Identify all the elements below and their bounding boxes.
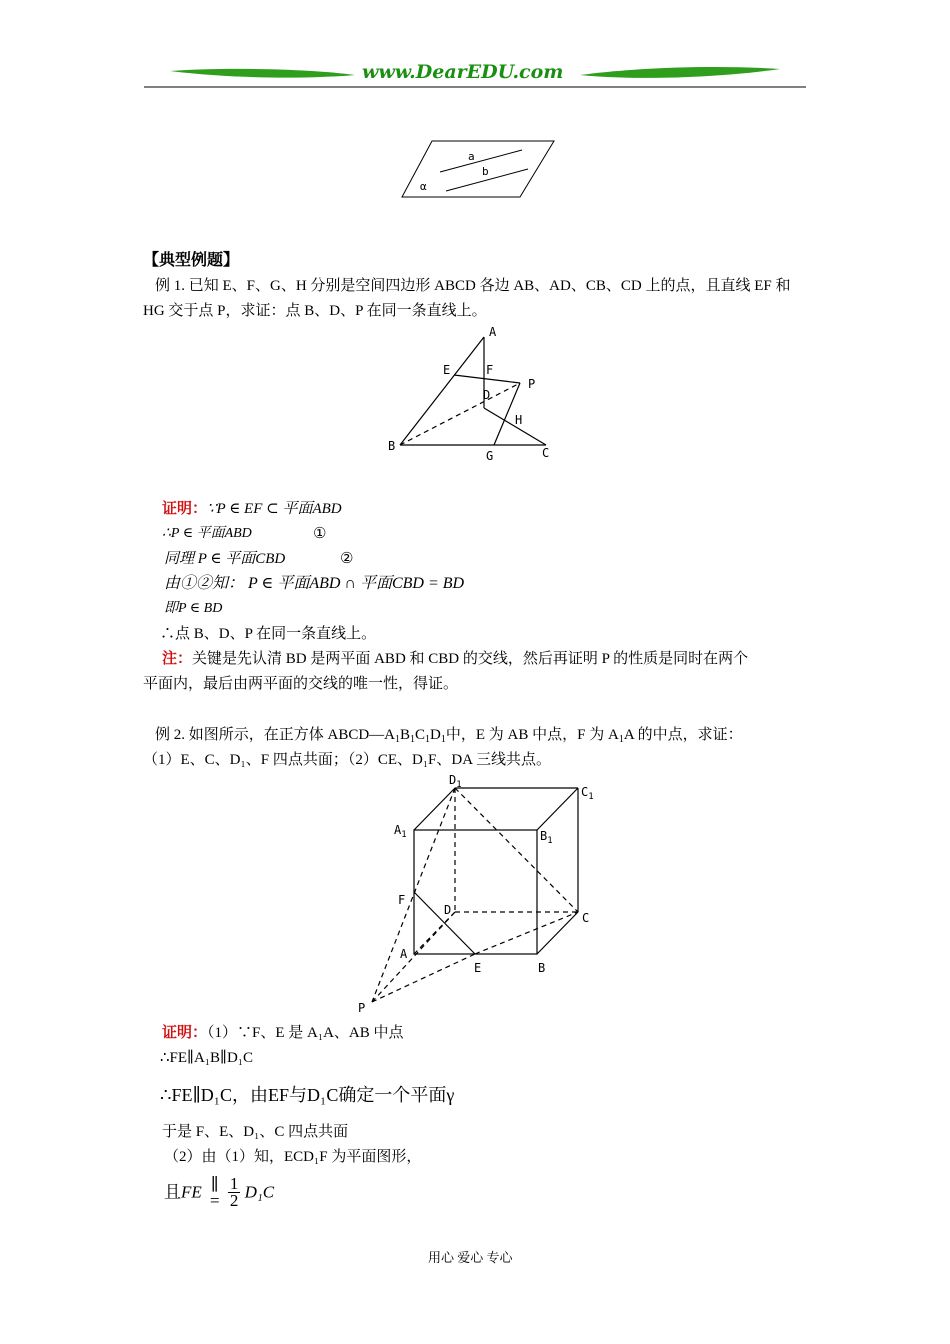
proof1-step5: 即P ∈ BD — [164, 601, 223, 616]
cube-figure — [350, 768, 610, 1018]
label-A: A — [400, 947, 408, 961]
example1-line1: 例 1. 已知 E、F、G、H 分别是空间四边形 ABCD 各边 AB、AD、CB、CD 上的点，且直线 EF 和 — [155, 278, 791, 294]
proof1-step4: 由①②知： P ∈ 平面ABD ∩ 平面CBD = BD — [164, 575, 465, 592]
label-E: E — [443, 363, 451, 377]
label-B: B — [388, 439, 396, 453]
example2-line2: （1）E、C、D₁、F 四点共面；（2）CE、D₁F、DA 三线共点。 — [143, 752, 551, 768]
proof1-step3: 同理 P ∈ 平面CBD — [164, 551, 286, 567]
header-banner — [140, 55, 810, 95]
label-H: H — [515, 413, 523, 427]
label-G: G — [486, 449, 494, 463]
section-title: 【典型例题】 — [143, 252, 240, 269]
label-E: E — [474, 961, 482, 975]
note1-line2: 平面内，最后由两平面的交线的唯一性，得证。 — [143, 676, 459, 692]
note-text1: 关键是先认清 BD 是两平面 ABD 和 CBD 的交线，然后再证明 P 的性质是同时在两个 — [192, 651, 749, 667]
label-D1: $D_1$ — [449, 773, 462, 790]
proof1-mark1: ① — [313, 526, 327, 542]
label-F: F — [398, 893, 406, 907]
label-P: P — [528, 377, 536, 391]
proof2-step1: （1）∵F、E 是 A₁A、AB 中点 — [207, 1025, 404, 1041]
example1-line2: HG 交于点 P，求证：点 B、D、P 在同一条直线上。 — [143, 303, 487, 319]
quadrilateral-figure — [380, 322, 580, 467]
proof1-line1 — [162, 499, 342, 519]
fraction-half: $\frac{1}{2}$ — [229, 1174, 239, 1210]
proof2-line1 — [162, 1023, 404, 1043]
label-alpha: α — [420, 180, 427, 193]
label-B1: $B_1$ — [540, 829, 553, 846]
label-C: C — [542, 446, 550, 460]
line-a — [440, 150, 522, 172]
proof1-conclusion: ∴点 B、D、P 在同一条直线上。 — [160, 626, 377, 642]
proof2-step3: ∴FE∥D₁C，由EF与D₁C确定一个平面γ — [160, 1085, 455, 1105]
note1-line1 — [162, 649, 748, 669]
label-D: D — [444, 903, 452, 917]
label-P: P — [358, 1001, 366, 1015]
plane-figure — [400, 138, 560, 200]
label-b: b — [482, 165, 489, 178]
proof1-mark2: ② — [340, 551, 354, 567]
label-C1: $C_1$ — [581, 785, 594, 802]
note-label: 注： — [162, 651, 193, 667]
proof2-step2: ∴FE∥A₁B∥D₁C — [160, 1050, 254, 1066]
proof2-step4: 于是 F、E、D₁、C 四点共面 — [162, 1124, 349, 1140]
label-a: a — [468, 150, 475, 163]
label-A1: $A_1$ — [394, 823, 407, 840]
label-A: A — [489, 325, 497, 339]
proof2-step6: 且FE ∥ = $\frac{1}{2}$ D₁C — [164, 1174, 275, 1210]
label-C: C — [582, 911, 590, 925]
label-B: B — [538, 961, 546, 975]
footer-motto: 用心 爱心 专心 — [428, 1250, 513, 1265]
label-F: F — [486, 363, 494, 377]
example2-line1: 例 2. 如图所示，在正方体 $ABCD—A_1B_1C_1D_1$中，E 为 AB 中点，F 为 $A_1A$ 的中点，求证： — [155, 727, 743, 745]
proof1-label: 证明： — [162, 501, 208, 517]
label-D: D — [483, 388, 491, 402]
proof1-step2: ∴P ∈ 平面ABD — [162, 526, 252, 541]
proof2-step5: （2）由（1）知，ECD₁F 为平面图形， — [164, 1149, 422, 1165]
site-logo: www.DearEDU.com — [362, 61, 564, 83]
proof2-label: 证明： — [162, 1025, 208, 1041]
proof1-step1: ∵P ∈ EF ⊂ 平面ABD — [207, 501, 342, 517]
